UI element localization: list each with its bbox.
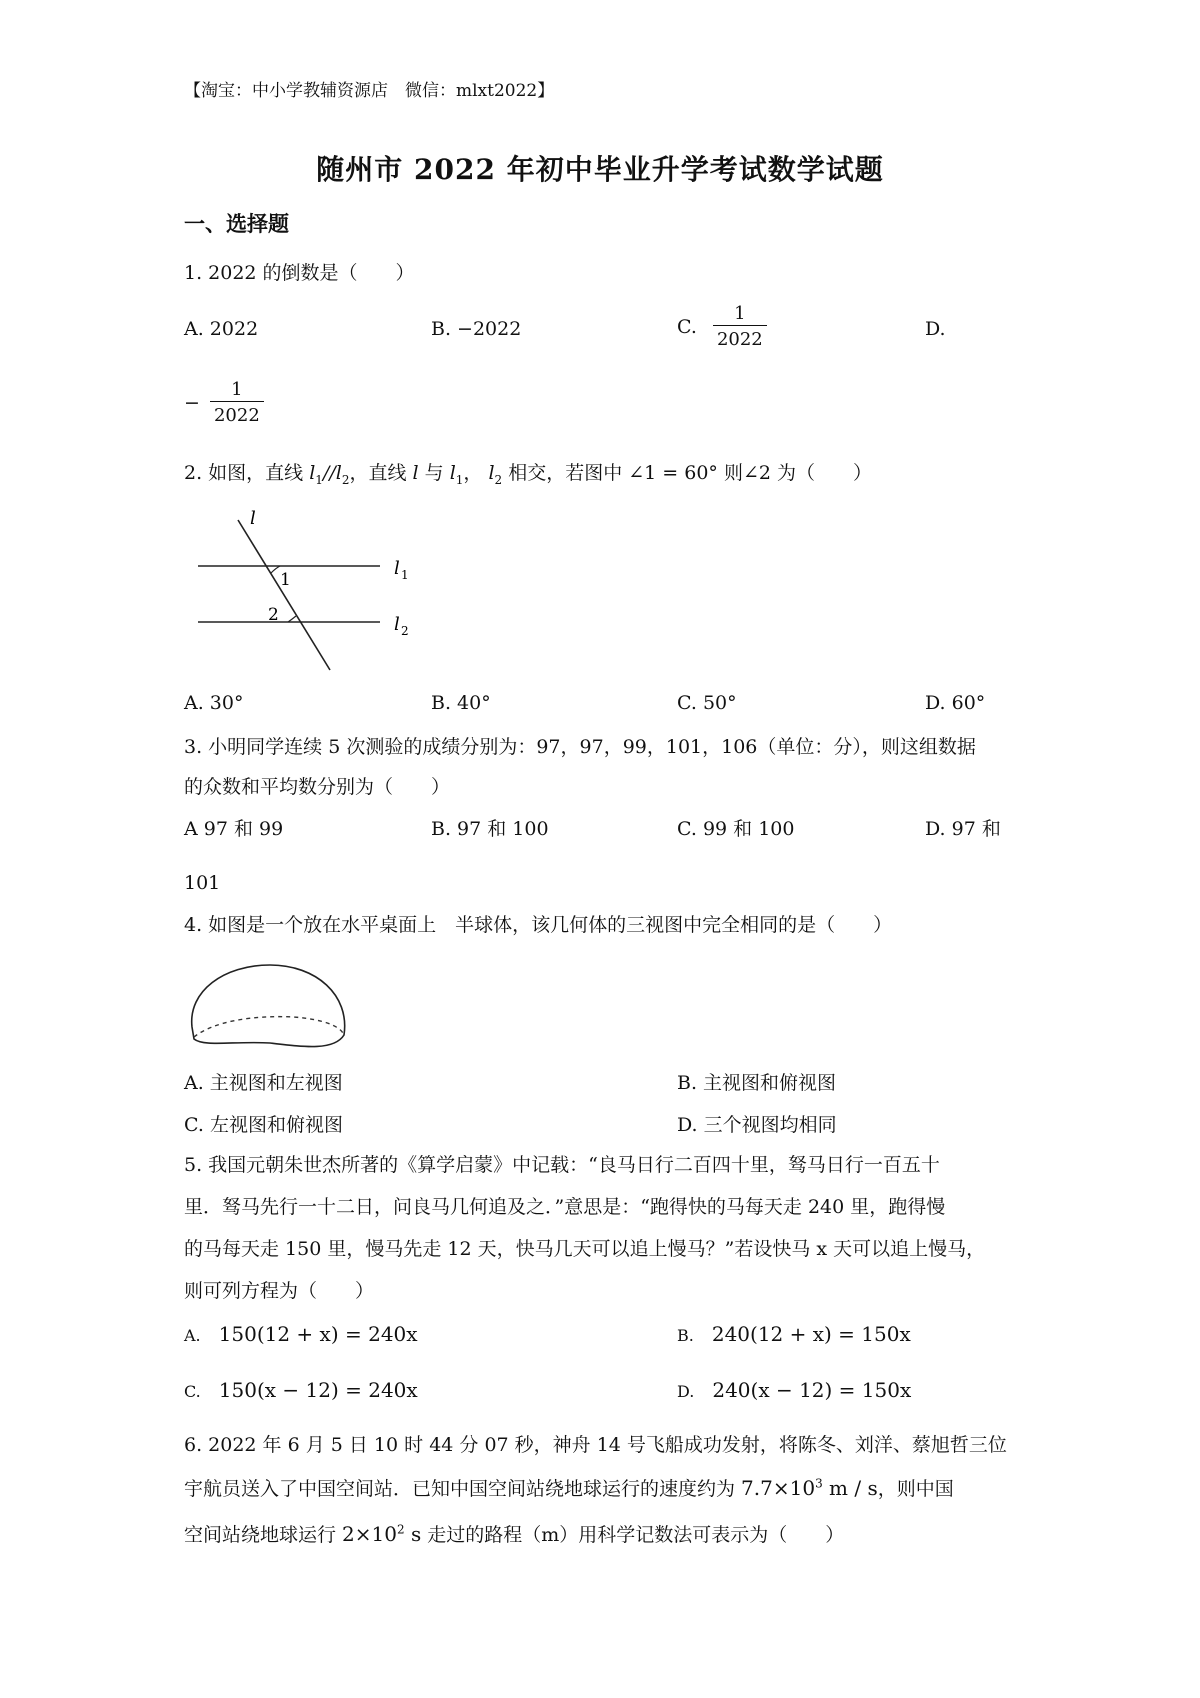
q3-option-c: C. 99 和 100 — [677, 818, 795, 840]
q3-option-b: B. 97 和 100 — [431, 818, 549, 840]
q5-option-c-equation: 150(x − 12) = 240x — [218, 1378, 418, 1402]
q1-option-d-numerator: 1 — [231, 379, 243, 400]
q6-line1: 6. 2022 年 6 月 5 日 10 时 44 分 07 秒，神舟 14 号飞船成功发射，将陈冬、刘洋、蔡旭哲三位 — [184, 1434, 1007, 1456]
q2-figure-label-l2-sub: 2 — [401, 624, 409, 638]
q2-stem-part1: 2. 如图，直线 — [184, 462, 310, 484]
q2-l1-sub: 1 — [315, 472, 323, 487]
q2-figure-label-l2: l — [394, 614, 400, 635]
q2-figure-label-1: 1 — [280, 570, 291, 590]
q2-parallel: // — [322, 462, 336, 484]
q2-stem-part3: 与 — [418, 462, 450, 484]
q5-line2: 里．驽马先行一十二日，问良马几何追及之．”意思是：“跑得快的马每天走 240 里，跑得慢 — [184, 1196, 946, 1218]
q3-option-d: D. 97 和 — [925, 818, 1001, 840]
q2-figure-label-l: l — [250, 510, 256, 529]
header-note: 【淘宝：中小学教辅资源店 微信：mlxt2022】 — [184, 81, 555, 101]
q4-stem: 4. 如图是一个放在水平桌面上 半球体，该几何体的三视图中完全相同的是（ ） — [184, 914, 893, 936]
page-title: 随州市 2022 年初中毕业升学考试数学试题 — [316, 153, 884, 186]
q6-time-mantissa: 2×10 — [342, 1522, 397, 1546]
q4-option-b: B. 主视图和俯视图 — [677, 1072, 837, 1094]
q2-l2-again: l — [488, 462, 495, 484]
q5-option-a — [184, 1322, 418, 1346]
q6-time-exponent: 2 — [396, 1522, 405, 1537]
q2-angle1-arc — [271, 566, 280, 573]
q5-option-b — [677, 1322, 911, 1346]
q2-figure-label-l1: l — [394, 558, 400, 579]
q1-option-c-numerator: 1 — [734, 303, 746, 324]
q2-l1-again: l — [449, 462, 456, 484]
q3-option-a: A 97 和 99 — [184, 818, 284, 840]
q6-line2-text-a: 宇航员送入了中国空间站．已知中国空间站绕地球运行的速度约为 — [184, 1478, 742, 1500]
q5-option-c-label: C. — [184, 1382, 201, 1401]
q1-option-d-sign: − — [184, 391, 200, 414]
q2-figure-label-l1-sub: 1 — [401, 568, 409, 582]
q2-l2-again-sub: 2 — [494, 472, 503, 487]
q2-option-d: D. 60° — [925, 692, 986, 714]
q3-stem-line2: 的众数和平均数分别为（ ） — [184, 776, 451, 798]
q4-hemisphere-outline — [192, 965, 345, 1047]
q2-figure-label-2: 2 — [268, 605, 279, 625]
q2-option-c: C. 50° — [677, 692, 737, 714]
q2-option-a: A. 30° — [184, 692, 244, 714]
q6-line3 — [184, 1520, 844, 1547]
q2-stem-part4: ， — [463, 462, 489, 484]
q6-velocity-mantissa: 7.7×10 — [741, 1476, 816, 1500]
q2-transversal-l — [238, 520, 330, 670]
q2-l2-sub: 2 — [341, 472, 350, 487]
q5-option-c — [184, 1378, 418, 1402]
q6-velocity-exponent: 3 — [815, 1476, 823, 1491]
q1-option-c-fraction — [713, 302, 767, 352]
q1-option-b: B. −2022 — [431, 318, 522, 340]
q4-hemisphere-hidden-edge — [194, 1017, 344, 1037]
q6-time-unit: s — [404, 1522, 422, 1546]
q1-option-c — [677, 302, 767, 352]
q3-stem-line1: 3. 小明同学连续 5 次测验的成绩分别为：97，97，99，101，106（单位：分），则这组数据 — [184, 736, 976, 758]
q5-option-b-equation: 240(12 + x) = 150x — [711, 1322, 911, 1346]
q5-option-d-label: D. — [677, 1382, 695, 1401]
q4-option-a: A. 主视图和左视图 — [184, 1072, 343, 1094]
q5-option-b-label: B. — [677, 1326, 694, 1345]
q1-option-c-denominator: 2022 — [713, 325, 767, 351]
q2-stem-part5: 相交，若图中 ∠1 = 60° 则∠2 为（ ） — [502, 462, 873, 484]
q1-option-d-value — [184, 378, 264, 428]
q2-l1-again-sub: 1 — [455, 472, 464, 487]
q6-line3-text-b: 走过的路程（m）用科学记数法可表示为（ ） — [421, 1524, 845, 1546]
q2-l: l — [412, 462, 419, 484]
q5-line1: 5. 我国元朝朱世杰所著的《算学启蒙》中记载：“良马日行二百四十里，驽马日行一百五十 — [184, 1154, 940, 1176]
q4-option-c: C. 左视图和俯视图 — [184, 1114, 343, 1136]
section-heading: 一、选择题 — [184, 211, 289, 236]
q6-line2-text-b: ，则中国 — [877, 1478, 954, 1500]
q1-option-c-label: C. — [677, 315, 697, 338]
q1-option-d-denominator: 2022 — [210, 401, 264, 427]
q1-option-a: A. 2022 — [184, 318, 259, 340]
q2-l1: l — [309, 462, 316, 484]
q2-figure-parallel-lines — [190, 510, 430, 675]
q6-velocity-unit: m / s — [822, 1476, 878, 1500]
q5-line4: 则可列方程为（ ） — [184, 1280, 375, 1302]
q6-line3-text-a: 空间站绕地球运行 — [184, 1524, 343, 1546]
q2-option-b: B. 40° — [431, 692, 491, 714]
q5-option-d-equation: 240(x − 12) = 150x — [712, 1378, 912, 1402]
q5-line3: 的马每天走 150 里，慢马先走 12 天，快马几天可以追上慢马？”若设快马 x 天可以追上慢马， — [184, 1238, 986, 1260]
q4-option-d: D. 三个视图均相同 — [677, 1114, 837, 1136]
q2-stem-part2: ，直线 — [349, 462, 413, 484]
q1-stem: 1. 2022 的倒数是（ ） — [184, 262, 415, 284]
q5-option-a-label: A. — [184, 1326, 201, 1345]
q2-stem — [184, 458, 872, 487]
q5-option-a-equation: 150(12 + x) = 240x — [218, 1322, 418, 1346]
q2-l2: l — [335, 462, 342, 484]
q2-angle2-arc — [288, 616, 296, 622]
q5-option-d — [677, 1378, 911, 1402]
q1-option-d-fraction — [210, 378, 264, 428]
q6-line2 — [184, 1474, 954, 1501]
q3-option-d-continued: 101 — [184, 872, 221, 894]
q4-figure-hemisphere — [184, 955, 354, 1055]
q1-option-d-label: D. — [925, 318, 946, 340]
